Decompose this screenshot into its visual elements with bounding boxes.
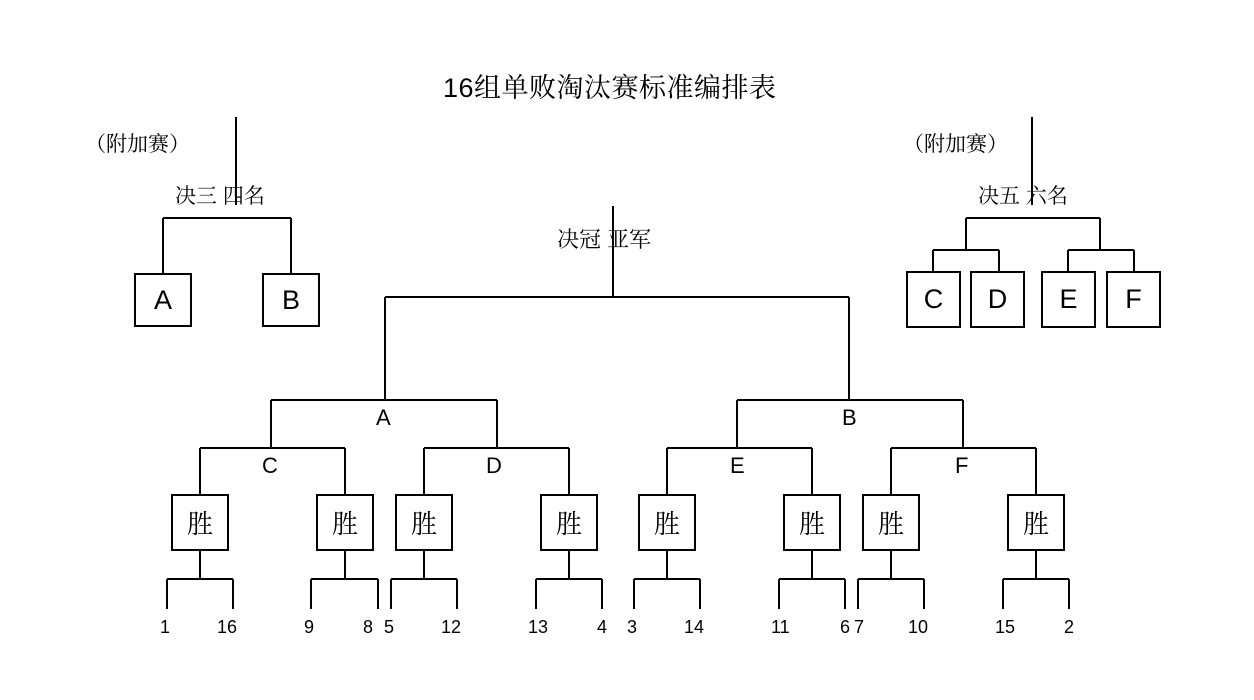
seed-number: 2 <box>1064 617 1075 637</box>
consolation-box-e[interactable]: E <box>1041 271 1096 328</box>
extra-match-label-right: （附加赛） <box>903 133 1008 156</box>
consolation-box-f[interactable]: F <box>1106 271 1161 328</box>
seed-number: 14 <box>684 617 705 637</box>
winner-box-8[interactable]: 胜 <box>1007 494 1065 551</box>
seed-number: 6 <box>840 617 851 637</box>
seed-number: 4 <box>597 617 608 637</box>
seed-number: 16 <box>217 617 238 637</box>
quarterfinal-label-f: F <box>955 453 969 478</box>
seed-number: 12 <box>441 617 462 637</box>
winner-box-3[interactable]: 胜 <box>395 494 453 551</box>
winner-box-2[interactable]: 胜 <box>316 494 374 551</box>
consolation-box-c[interactable]: C <box>906 271 961 328</box>
winner-box-4[interactable]: 胜 <box>540 494 598 551</box>
seed-number: 8 <box>363 617 374 637</box>
seed-number: 1 <box>160 617 171 637</box>
seed-number: 15 <box>995 617 1016 637</box>
winner-box-6[interactable]: 胜 <box>783 494 841 551</box>
winner-box-1[interactable]: 胜 <box>171 494 229 551</box>
quarterfinal-label-e: E <box>730 453 745 478</box>
seed-number: 13 <box>528 617 549 637</box>
seed-number: 3 <box>627 617 638 637</box>
seed-number: 5 <box>384 617 395 637</box>
final-match-label: 决冠 亚军 <box>557 227 652 252</box>
extra-match-label-left: （附加赛） <box>85 133 190 156</box>
quarterfinal-label-c: C <box>262 453 278 478</box>
page-title: 16组单败淘汰赛标准编排表 <box>443 73 777 103</box>
consolation-box-d[interactable]: D <box>970 271 1025 328</box>
seed-number: 9 <box>304 617 315 637</box>
quarterfinal-label-d: D <box>486 453 502 478</box>
winner-box-7[interactable]: 胜 <box>862 494 920 551</box>
seed-number: 11 <box>771 617 790 637</box>
consolation-box-a[interactable]: A <box>134 273 192 327</box>
semifinal-label-a: A <box>376 405 391 430</box>
fifth-sixth-label: 决五 六名 <box>978 185 1068 208</box>
seed-number: 7 <box>854 617 865 637</box>
winner-box-5[interactable]: 胜 <box>638 494 696 551</box>
seed-number: 10 <box>908 617 929 637</box>
semifinal-label-b: B <box>842 405 857 430</box>
consolation-box-b[interactable]: B <box>262 273 320 327</box>
third-fourth-label: 决三 四名 <box>175 185 265 208</box>
